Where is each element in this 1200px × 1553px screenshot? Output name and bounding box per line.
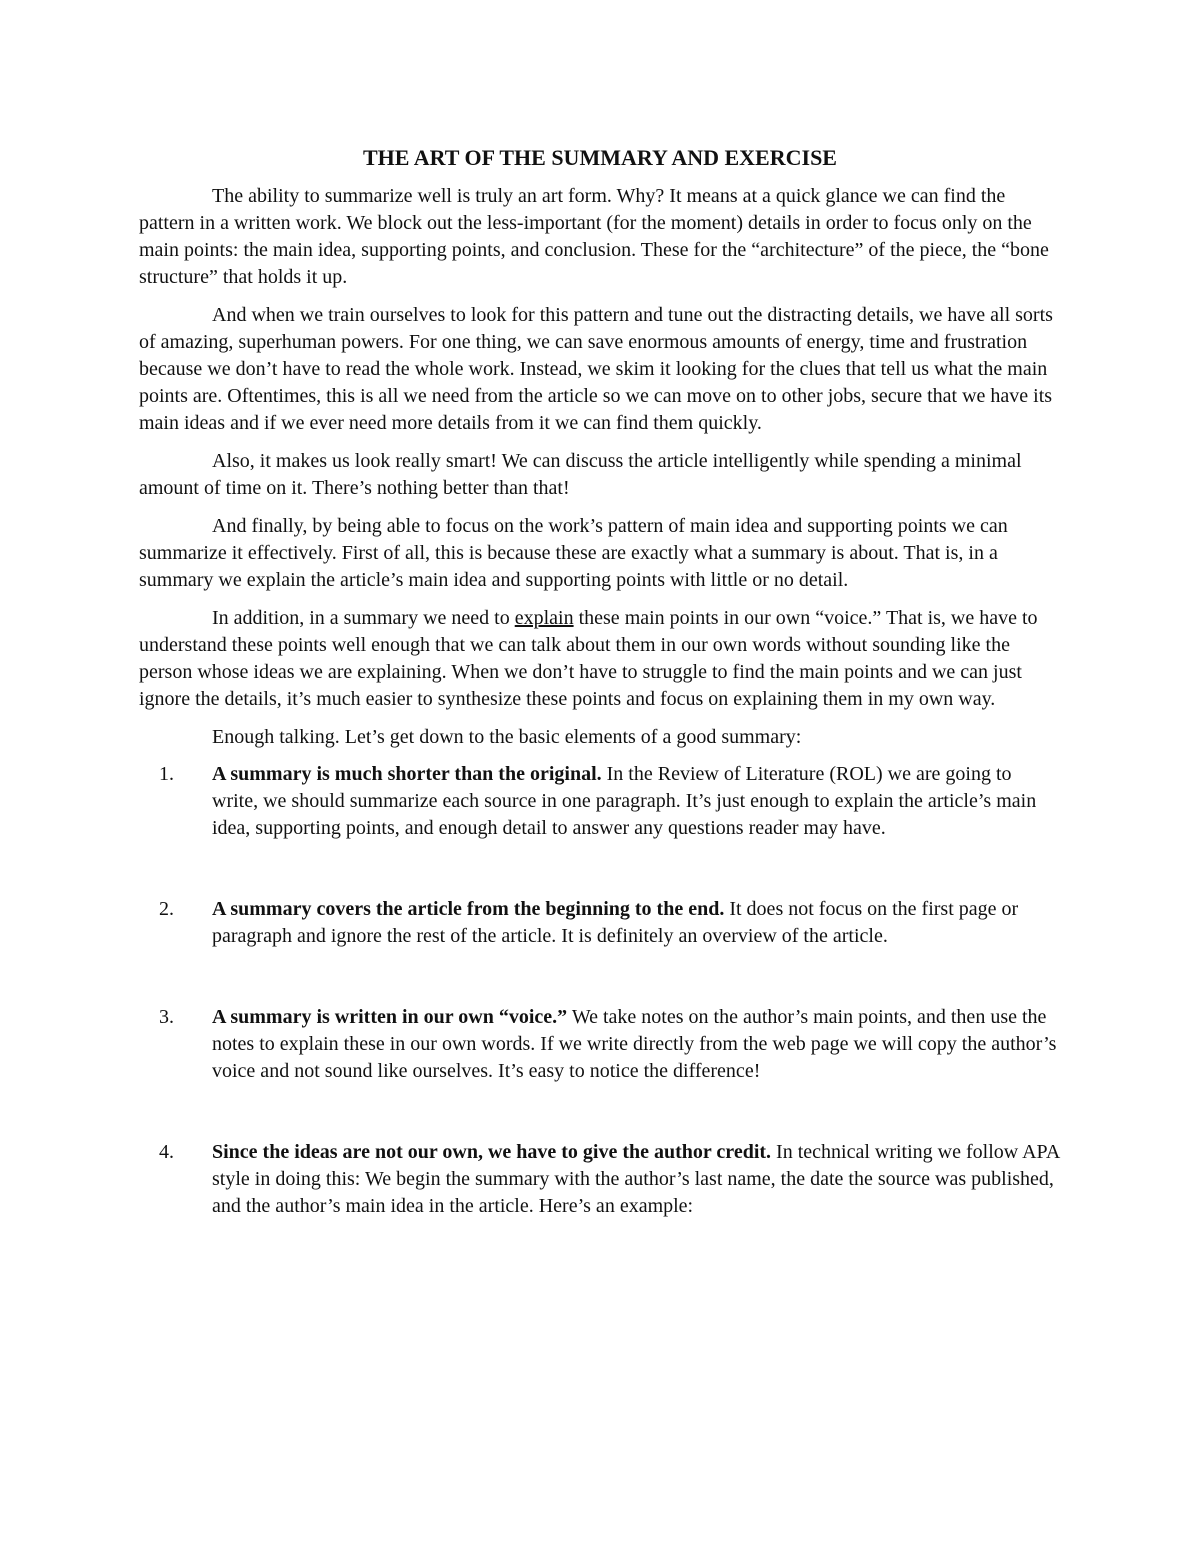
list-item-heading: A summary covers the article from the beginning to the end.	[212, 898, 725, 920]
list-item-heading: A summary is much shorter than the original.	[212, 763, 602, 785]
list-item-text: In the Review of Literature (ROL) we are going to write, we should summarize each source in one paragraph. It’s just enough to explain the article’s main idea, supporting points, and enough detail to answer any questions reader may have.	[212, 763, 1037, 839]
list-item	[139, 1139, 1061, 1220]
summary-elements-list	[139, 761, 1061, 1220]
list-item-heading: A summary is written in our own “voice.”	[212, 1006, 568, 1028]
list-item-number: 1.	[159, 763, 174, 785]
list-item	[139, 1004, 1061, 1085]
paragraph-voice	[139, 605, 1061, 713]
list-item-heading: Since the ideas are not our own, we have to give the author credit.	[212, 1141, 772, 1163]
list-item-number: 2.	[159, 898, 174, 920]
paragraph-finally: And finally, by being able to focus on the work’s pattern of main idea and supporting points we can summarize it effectively. First of all, this is because these are exactly what a summary is about. That is, in a summary we explain the article’s main idea and supporting points with little or no detail.	[139, 515, 1008, 591]
list-item-number: 3.	[159, 1006, 174, 1028]
paragraph-intro: The ability to summarize well is truly an art form. Why? It means at a quick glance we can find the pattern in a written work. We block out the less-important (for the moment) details in order to focus only on the main points: the main idea, supporting points, and conclusion. These for the “architecture” of the piece, the “bone structure” that holds it up.	[139, 185, 1049, 288]
document-page	[139, 143, 1061, 1274]
paragraph-smart: Also, it makes us look really smart! We can discuss the article intelligently while spending a minimal amount of time on it. There’s nothing better than that!	[139, 450, 1022, 499]
explain-underlined: explain	[514, 607, 574, 629]
list-item-text: We take notes on the author’s main points, and then use the notes to explain these in our own words. If we write directly from the web page we will copy the author’s voice and not sound like ourselves. It’s easy to notice the difference!	[212, 1006, 1057, 1082]
document-title: THE ART OF THE SUMMARY AND EXERCISE	[363, 145, 837, 170]
list-item	[139, 761, 1061, 842]
list-item-number: 4.	[159, 1141, 174, 1163]
list-item-text: It does not focus on the first page or paragraph and ignore the rest of the article. It is definitely an overview of the article.	[212, 898, 1019, 947]
paragraph-superpowers: And when we train ourselves to look for this pattern and tune out the distracting details, we have all sorts of amazing, superhuman powers. For one thing, we can save enormous amounts of energy, time and frustration because we don’t have to read the whole work. Instead, we skim it looking for the clues that tell us what the main points are. Oftentimes, this is all we need from the article so we can move on to other jobs, secure that we have its main ideas and if we ever need more details from it we can find them quickly.	[139, 304, 1053, 434]
paragraph-voice-before: In addition, in a summary we need to	[212, 607, 515, 629]
paragraph-voice-after: these main points in our own “voice.” That is, we have to understand these points well enough that we can talk about them in our own words without sounding like the person whose ideas we are explaining. When we don’t have to struggle to find the main points and we can just ignore the details, it’s much easier to synthesize these points and focus on explaining them in my own way.	[139, 607, 1038, 710]
list-item	[139, 896, 1061, 950]
list-item-text: In technical writing we follow APA style in doing this: We begin the summary with the author’s last name, the date the source was published, and the author’s main idea in the article. Here’s an example:	[212, 1141, 1060, 1217]
list-intro: Enough talking. Let’s get down to the basic elements of a good summary:	[212, 726, 802, 748]
